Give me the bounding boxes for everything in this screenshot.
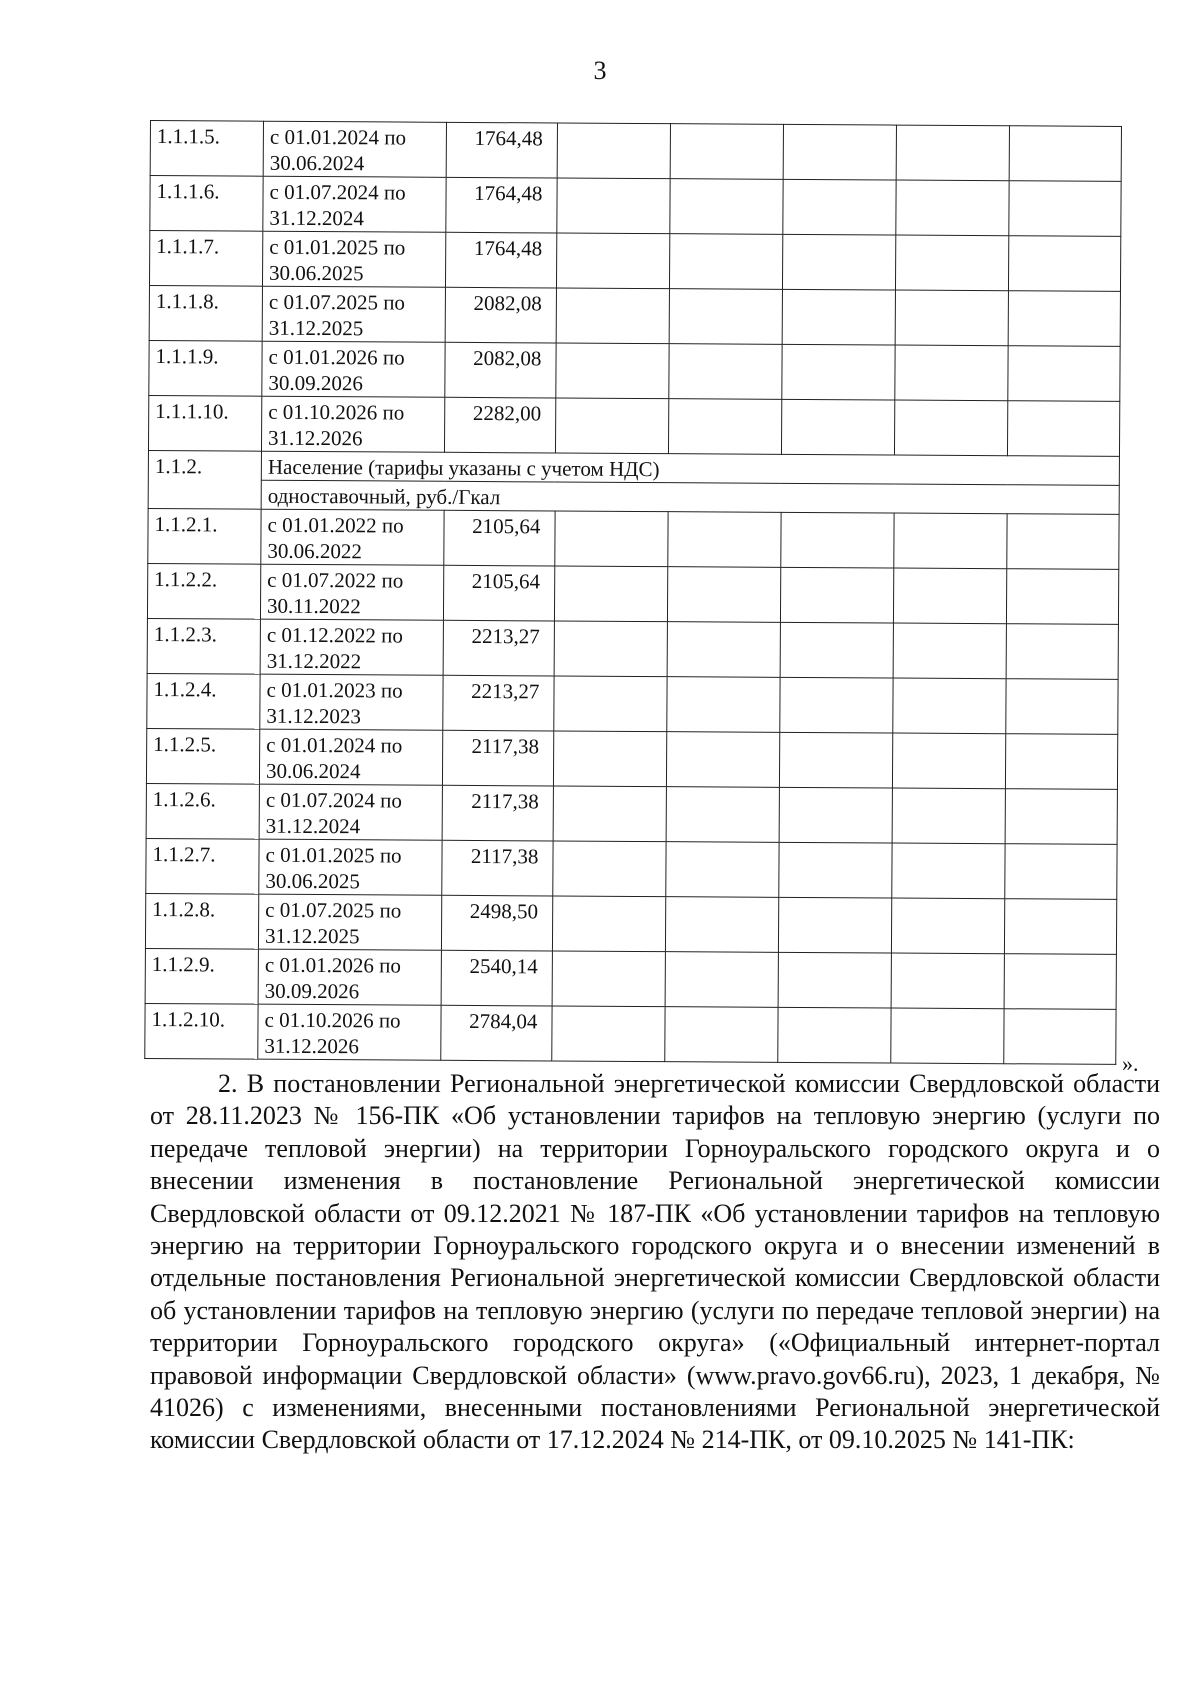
empty-cell	[892, 843, 1005, 899]
row-period: с 01.01.2026 по 30.09.2026	[258, 949, 441, 1005]
row-period: с 01.07.2022 по 30.11.2022	[260, 564, 443, 620]
empty-cell	[894, 513, 1007, 569]
empty-cell	[782, 234, 895, 290]
empty-cell	[669, 234, 782, 290]
row-code: 1.1.2.4.	[147, 673, 260, 729]
empty-cell	[668, 399, 781, 455]
row-code: 1.1.2.3.	[147, 618, 260, 674]
empty-cell	[778, 1007, 891, 1063]
row-period: с 01.07.2025 по 31.12.2025	[258, 894, 441, 950]
empty-cell	[1004, 899, 1116, 955]
row-period: с 01.12.2022 по 31.12.2022	[260, 619, 443, 675]
table-row	[148, 508, 1119, 569]
empty-cell	[1006, 569, 1118, 625]
row-value: 2117,38	[442, 785, 553, 841]
empty-cell	[666, 787, 779, 843]
section-title: Население (тарифы указаны с учетом НДС)	[261, 451, 1119, 485]
empty-cell	[896, 180, 1009, 236]
empty-cell	[554, 566, 667, 622]
empty-cell	[556, 288, 669, 344]
empty-cell	[1006, 624, 1118, 680]
empty-cell	[1006, 679, 1118, 735]
empty-cell	[553, 731, 666, 787]
empty-cell	[779, 842, 892, 898]
empty-cell	[892, 788, 1005, 844]
row-value: 2498,50	[441, 895, 552, 951]
row-code: 1.1.2.1.	[148, 508, 261, 564]
row-value: 2105,64	[444, 510, 555, 566]
empty-cell	[1009, 236, 1121, 292]
empty-cell	[665, 1007, 778, 1063]
row-value: 2117,38	[442, 840, 553, 896]
empty-cell	[1005, 844, 1117, 900]
section-population	[148, 450, 1119, 514]
row-code: 1.1.2.8.	[145, 893, 258, 949]
empty-cell	[1008, 291, 1120, 347]
empty-cell	[669, 344, 782, 400]
empty-cell	[891, 953, 1004, 1009]
table-row	[148, 395, 1119, 456]
row-period: с 01.01.2025 по 30.06.2025	[259, 839, 442, 895]
row-period: с 01.01.2025 по 30.06.2025	[263, 231, 446, 287]
empty-cell	[670, 179, 783, 235]
table-row	[147, 618, 1118, 679]
row-value: 2784,04	[441, 1005, 552, 1061]
empty-cell	[781, 399, 894, 455]
empty-cell	[553, 786, 666, 842]
row-period: с 01.01.2024 по 30.06.2024	[259, 729, 442, 785]
empty-cell	[557, 123, 670, 179]
table-row	[145, 893, 1116, 954]
row-code: 1.1.2.10.	[145, 1003, 258, 1059]
row-period: с 01.01.2022 по 30.06.2022	[261, 509, 444, 565]
page-number: 3	[593, 56, 607, 85]
row-value: 2540,14	[441, 950, 552, 1006]
empty-cell	[667, 677, 780, 733]
row-code: 1.1.2.2.	[147, 563, 260, 619]
row-period: с 01.01.2023 по 31.12.2023	[260, 674, 443, 730]
table-row	[147, 563, 1118, 624]
empty-cell	[554, 621, 667, 677]
row-code: 1.1.2.5.	[146, 728, 259, 784]
empty-cell	[778, 952, 891, 1008]
empty-cell	[552, 1006, 665, 1062]
empty-cell	[1004, 1009, 1116, 1065]
empty-cell	[895, 345, 1008, 401]
empty-cell	[554, 676, 667, 732]
empty-cell	[669, 289, 782, 345]
empty-cell	[552, 896, 665, 952]
row-code: 1.1.1.8.	[149, 285, 262, 341]
table-row	[146, 838, 1117, 899]
empty-cell	[780, 622, 893, 678]
empty-cell	[665, 952, 778, 1008]
table-row	[149, 285, 1120, 346]
row-code: 1.1.1.7.	[149, 231, 262, 287]
empty-cell	[893, 678, 1006, 734]
empty-cell	[779, 787, 892, 843]
empty-cell	[667, 567, 780, 623]
empty-cell	[667, 622, 780, 678]
empty-cell	[778, 897, 891, 953]
empty-cell	[891, 1008, 1004, 1064]
empty-cell	[1004, 954, 1116, 1010]
empty-cell	[783, 179, 896, 235]
row-period: с 01.07.2025 по 31.12.2025	[262, 286, 445, 342]
row-code: 1.1.1.6.	[150, 176, 263, 232]
empty-cell	[895, 235, 1008, 291]
row-period: с 01.10.2026 по 31.12.2026	[258, 1004, 441, 1060]
row-period: с 01.07.2024 по 31.12.2024	[263, 176, 446, 232]
empty-cell	[781, 512, 894, 568]
row-code: 1.1.1.9.	[149, 340, 262, 396]
table-row	[145, 948, 1116, 1009]
row-code: 1.1.1.10.	[148, 395, 261, 451]
row-value: 2117,38	[442, 730, 553, 786]
row-code: 1.1.2.6.	[146, 783, 259, 839]
row-period: с 01.07.2024 по 31.12.2024	[259, 784, 442, 840]
section-code: 1.1.2.	[148, 450, 261, 509]
table-row	[145, 1003, 1116, 1064]
empty-cell	[780, 677, 893, 733]
tariff-rows-population	[145, 508, 1119, 1064]
empty-cell	[665, 897, 778, 953]
empty-cell	[893, 568, 1006, 624]
empty-cell	[1008, 346, 1120, 402]
tariff-table	[144, 120, 1122, 1065]
empty-cell	[780, 567, 893, 623]
table-row	[150, 176, 1121, 237]
row-code: 1.1.1.5.	[150, 121, 263, 177]
tariff-rows-other	[148, 121, 1121, 457]
empty-cell	[1009, 126, 1121, 182]
row-value: 2213,27	[443, 675, 554, 731]
empty-cell	[1005, 734, 1117, 790]
empty-cell	[782, 344, 895, 400]
empty-cell	[556, 233, 669, 289]
empty-cell	[553, 841, 666, 897]
row-value: 1764,48	[446, 122, 557, 178]
empty-cell	[668, 512, 781, 568]
table-row	[149, 340, 1120, 401]
empty-cell	[896, 125, 1009, 181]
empty-cell	[895, 290, 1008, 346]
empty-cell	[552, 951, 665, 1007]
row-value: 2082,08	[445, 287, 556, 343]
row-period: с 01.01.2024 по 30.06.2024	[263, 121, 446, 177]
row-value: 2213,27	[443, 620, 554, 676]
empty-cell	[783, 124, 896, 180]
table-row	[146, 728, 1117, 789]
section-subtitle: одноставочный, руб./Гкал	[261, 480, 1119, 514]
row-period: с 01.01.2026 по 30.09.2026	[262, 341, 445, 397]
empty-cell	[1009, 181, 1121, 237]
row-value: 2082,08	[445, 342, 556, 398]
empty-cell	[892, 733, 1005, 789]
closing-quote: ».	[1122, 1051, 1139, 1076]
empty-cell	[666, 842, 779, 898]
empty-cell	[556, 343, 669, 399]
row-period: с 01.10.2026 по 31.12.2026	[262, 396, 445, 452]
row-code: 1.1.2.9.	[145, 948, 258, 1004]
row-value: 1764,48	[446, 232, 557, 288]
empty-cell	[1005, 789, 1117, 845]
empty-cell	[779, 732, 892, 788]
row-value: 2282,00	[445, 397, 556, 453]
amendment-paragraph: 2. В постановлении Региональной энергетической комиссии Свердловской области от 28.11.2023 № 156-ПК «Об установлении тарифов на тепловую энергию (услуги по передаче тепловой энергии) на территории Горноуральского городского округа и о внесении изменения в постановление Региональной энергетической комиссии Свердловской области от 09.12.2021 № 187-ПК «Об установлении тарифов на тепловую энергию на территории Горноуральского городского округа и о внесении изменений в отдельные постановления Региональной энергетической комиссии Свердловской области об установлении тарифов на тепловую энергию (услуги по передаче тепловой энергии) на территории Горноуральского городского округа» («Официальный интернет-портал правовой информации Свердловской области» (www.pravo.gov66.ru), 2023, 1 декабря, № 41026) с изменениями, внесенными постановлениями Региональной энергетической комиссии Свердловской области от 17.12.2024 № 214-ПК, от 09.10.2025 № 141-ПК:	[150, 1069, 1160, 1455]
row-code: 1.1.2.7.	[146, 838, 259, 894]
table-row	[149, 231, 1120, 292]
empty-cell	[670, 124, 783, 180]
empty-cell	[555, 398, 668, 454]
empty-cell	[557, 178, 670, 234]
empty-cell	[666, 732, 779, 788]
empty-cell	[894, 400, 1007, 456]
row-value: 1764,48	[446, 177, 557, 233]
empty-cell	[555, 511, 668, 567]
empty-cell	[782, 289, 895, 345]
row-value: 2105,64	[443, 565, 554, 621]
table-row	[146, 783, 1117, 844]
empty-cell	[893, 623, 1006, 679]
empty-cell	[1007, 514, 1119, 570]
empty-cell	[891, 898, 1004, 954]
table-row	[150, 121, 1121, 182]
empty-cell	[1007, 401, 1119, 457]
table-row	[147, 673, 1118, 734]
